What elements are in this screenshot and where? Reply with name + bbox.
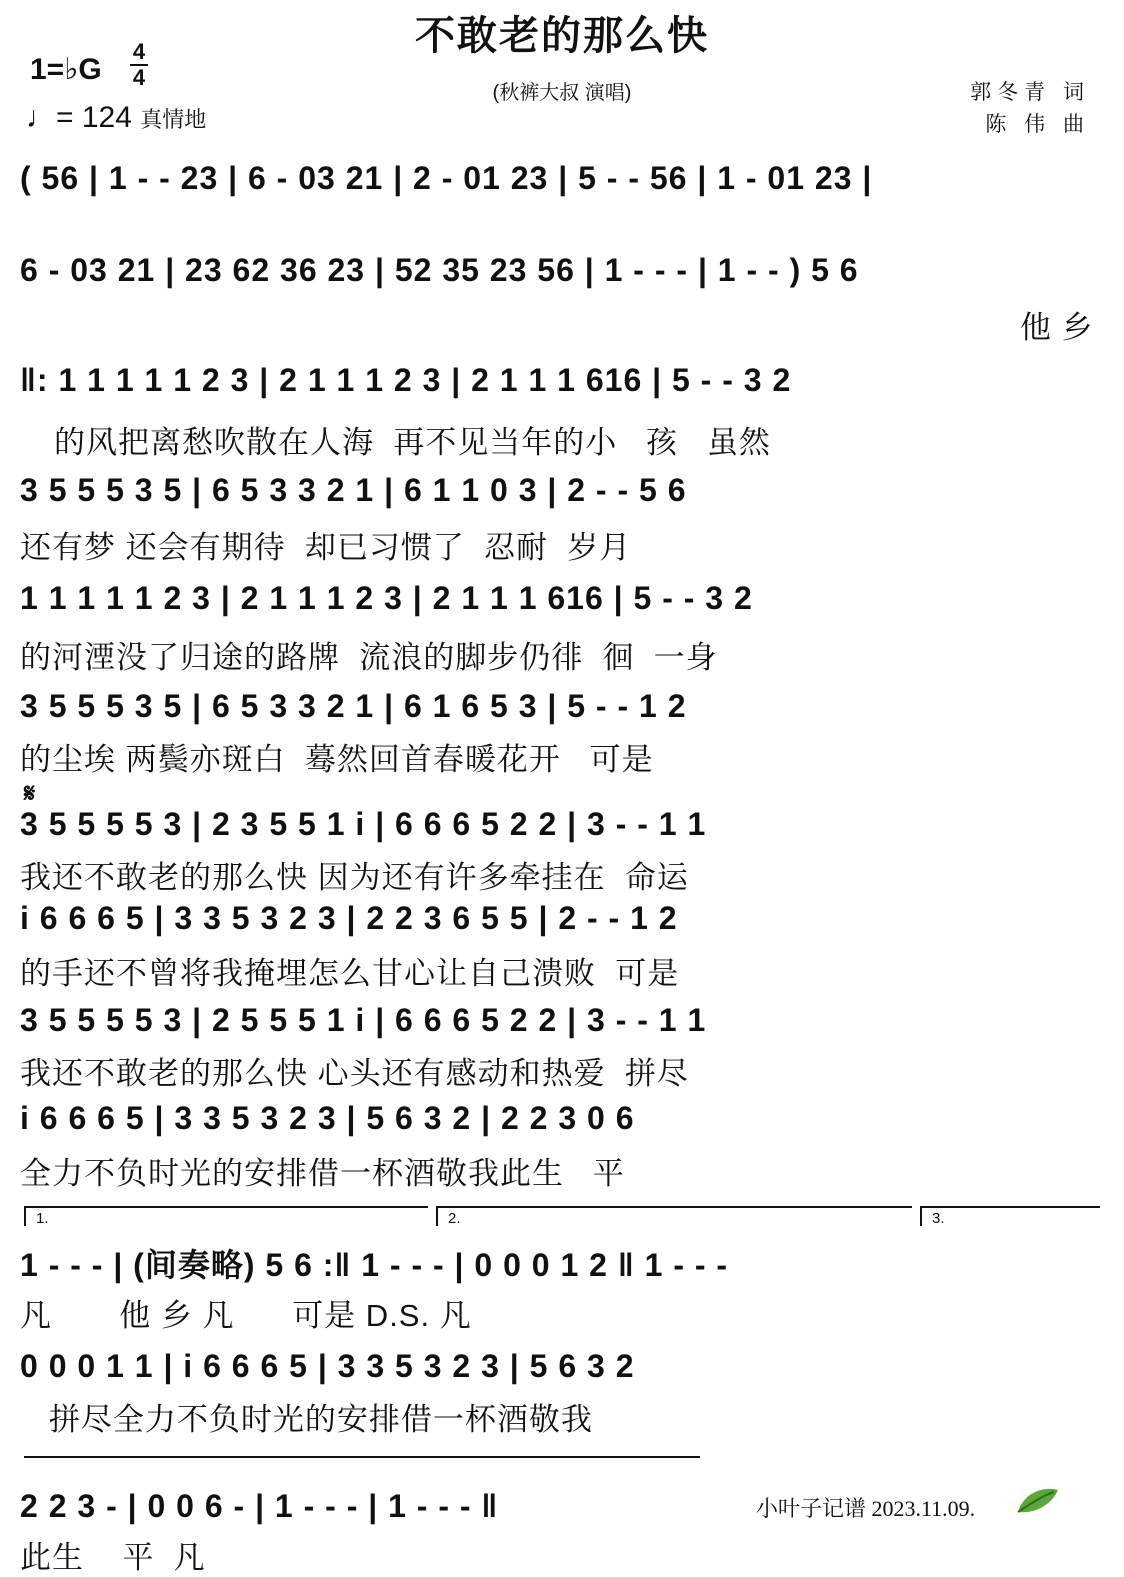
notation: 3 5 5 5 3 5 | 6 5 3 3 2 1 | 6 1 6 5 3 | 5 - - 1 2	[20, 688, 687, 724]
notation: 1 - - - | (间奏略) 5 6 :‖ 1 - - - | 0 0 0 1 2 ‖ 1 - - -	[20, 1247, 729, 1283]
page-title: 不敢老的那么快	[415, 14, 709, 58]
notation: 0 0 0 1 1 | i 6 6 6 5 | 3 3 5 3 2 3 | 5 6 3 2	[20, 1348, 635, 1384]
tempo-expression: 真情地	[140, 107, 207, 132]
lyrics: 全力不负时光的安排借一杯酒敬我此生 平	[20, 1156, 625, 1191]
lyrics: 凡 他 乡 凡 可是 D.S. 凡	[20, 1298, 472, 1333]
tempo-value: = 124	[56, 101, 132, 134]
lyrics: 他 乡	[1020, 310, 1094, 345]
lyrics: 此生 平 凡	[20, 1540, 206, 1575]
notation: i 6 6 6 5 | 3 3 5 3 2 3 | 5 6 3 2 | 2 2 3 0 6	[20, 1100, 635, 1136]
tempo-marking	[26, 101, 206, 135]
lyrics: 的河湮没了归途的路牌 流浪的脚步仍徘 徊 一身	[20, 640, 718, 675]
lyrics: 我还不敢老的那么快 因为还有许多牵挂在 命运	[20, 860, 689, 895]
segno-sign: 𝄋	[24, 778, 36, 808]
lyrics: 拼尽全力不负时光的安排借一杯酒敬我	[20, 1402, 593, 1437]
notation: 1 1 1 1 1 2 3 | 2 1 1 1 2 3 | 2 1 1 1 616 | 5 - - 3 2	[20, 580, 753, 616]
third-ending-bracket: 3.	[920, 1206, 1100, 1226]
time-signature-top: 4	[132, 39, 146, 64]
footer-credit: 小叶子记谱 2023.11.09.	[756, 1496, 976, 1521]
singer-credit: (秋裤大叔 演唱)	[492, 82, 632, 104]
leaf-icon	[1014, 1482, 1062, 1523]
notation: 2 2 3 - | 0 0 6 - | 1 - - - | 1 - - - ‖	[20, 1488, 499, 1524]
notation: 3 5 5 5 3 5 | 6 5 3 3 2 1 | 6 1 1 0 3 | 2 - - 5 6	[20, 472, 687, 508]
notation: 3 5 5 5 5 3 | 2 5 5 5 1 i | 6 6 6 5 2 2 | 3 - - 1 1	[20, 1002, 707, 1038]
first-ending-bracket: 1.	[24, 1206, 428, 1226]
lyrics: 我还不敢老的那么快 心头还有感动和热爱 拼尽	[20, 1056, 689, 1091]
notation: ( 56 | 1 - - 23 | 6 - 03 21 | 2 - 01 23 | 5 - - 56 | 1 - 01 23 |	[20, 160, 873, 196]
lyricist-credit: 郭冬青 词	[970, 81, 1090, 104]
time-signature-bottom: 4	[132, 65, 146, 90]
quarter-note-icon: ♩	[26, 101, 56, 134]
notation: ‖: 1 1 1 1 1 2 3 | 2 1 1 1 2 3 | 2 1 1 1 616 | 5 - - 3 2	[20, 362, 792, 398]
lyrics: 的手还不曾将我掩埋怎么甘心让自己溃败 可是	[20, 956, 680, 991]
time-signature	[130, 40, 148, 90]
notation: 3 5 5 5 5 3 | 2 3 5 5 1 i | 6 6 6 5 2 2 | 3 - - 1 1	[20, 806, 707, 842]
final-ending-bracket	[24, 1456, 700, 1468]
key-signature: 1=♭G	[30, 53, 102, 86]
second-ending-bracket: 2.	[436, 1206, 912, 1226]
notation: 6 - 03 21 | 23 62 36 23 | 52 35 23 56 | 1 - - - | 1 - - ) 5 6	[20, 252, 859, 288]
notation: i 6 6 6 5 | 3 3 5 3 2 3 | 2 2 3 6 5 5 | 2 - - 1 2	[20, 900, 678, 936]
lyrics: 还有梦 还会有期待 却已习惯了 忍耐 岁月	[20, 530, 632, 565]
lyrics: 的尘埃 两鬓亦斑白 蓦然回首春暖花开 可是	[20, 742, 654, 777]
lyrics: 的风把离愁吹散在人海 再不见当年的小 孩 虽然	[54, 425, 771, 460]
composer-credit: 陈 伟 曲	[985, 113, 1090, 136]
